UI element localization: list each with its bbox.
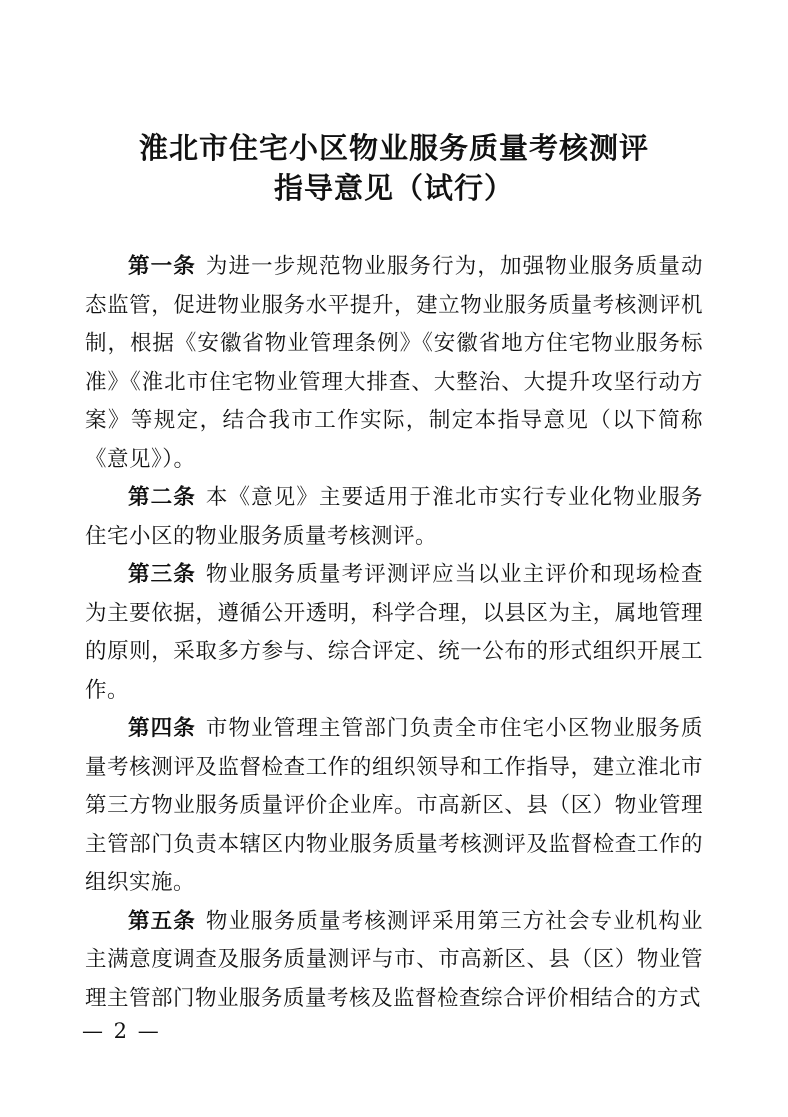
article-3-heading: 第三条 [128, 562, 196, 587]
document-title-line-1: 淮北市住宅小区物业服务质量考核测评 [138, 131, 649, 165]
article-5 [85, 903, 703, 1019]
article-4-text: 市物业管理主管部门负责全市住宅小区物业服务质量考核测评及监督检查工作的组织领导和工作指导，建立淮北市第三方物业服务质量评价企业库。市高新区、县（区）物业管理主管部门负责本辖区内物业服务质量考核测评及监督检查工作的组织实施。 [85, 716, 703, 895]
article-3 [85, 556, 703, 710]
article-3-text: 物业服务质量考评测评应当以业主评价和现场检查为主要依据，遵循公开透明，科学合理，以县区为主，属地管理的原则，采取多方参与、综合评定、统一公布的形式组织开展工作。 [85, 562, 703, 703]
article-1-heading: 第一条 [128, 254, 196, 279]
article-1 [85, 248, 703, 479]
article-5-heading: 第五条 [128, 908, 196, 934]
article-2 [85, 479, 703, 556]
document-title-line-2: 指导意见（试行） [273, 171, 514, 205]
article-4 [85, 710, 703, 903]
article-1-text: 为进一步规范物业服务行为，加强物业服务质量动态监管，促进物业服务水平提升，建立物业服务质量考核测评机制，根据《安徽省物业管理条例》《安徽省地方住宅物业服务标准》《淮北市住宅物业管理大排查、大整治、大提升攻坚行动方案》等规定，结合我市工作实际，制定本指导意见（以下简称《意见》）。 [85, 254, 703, 472]
page-number: — 2 — [82, 1019, 161, 1043]
article-4-heading: 第四条 [128, 716, 196, 741]
article-2-text: 本《意见》主要适用于淮北市实行专业化物业服务住宅小区的物业服务质量考核测评。 [85, 485, 703, 549]
document-body [85, 248, 703, 1018]
article-5-text: 物业服务质量考核测评采用第三方社会专业机构业主满意度调查及服务质量测评与市、市高新区、县（区）物业管理主管部门物业服务质量考核及监督检查综合评价相结合的方式 [85, 908, 703, 1011]
article-2-heading: 第二条 [128, 485, 196, 510]
